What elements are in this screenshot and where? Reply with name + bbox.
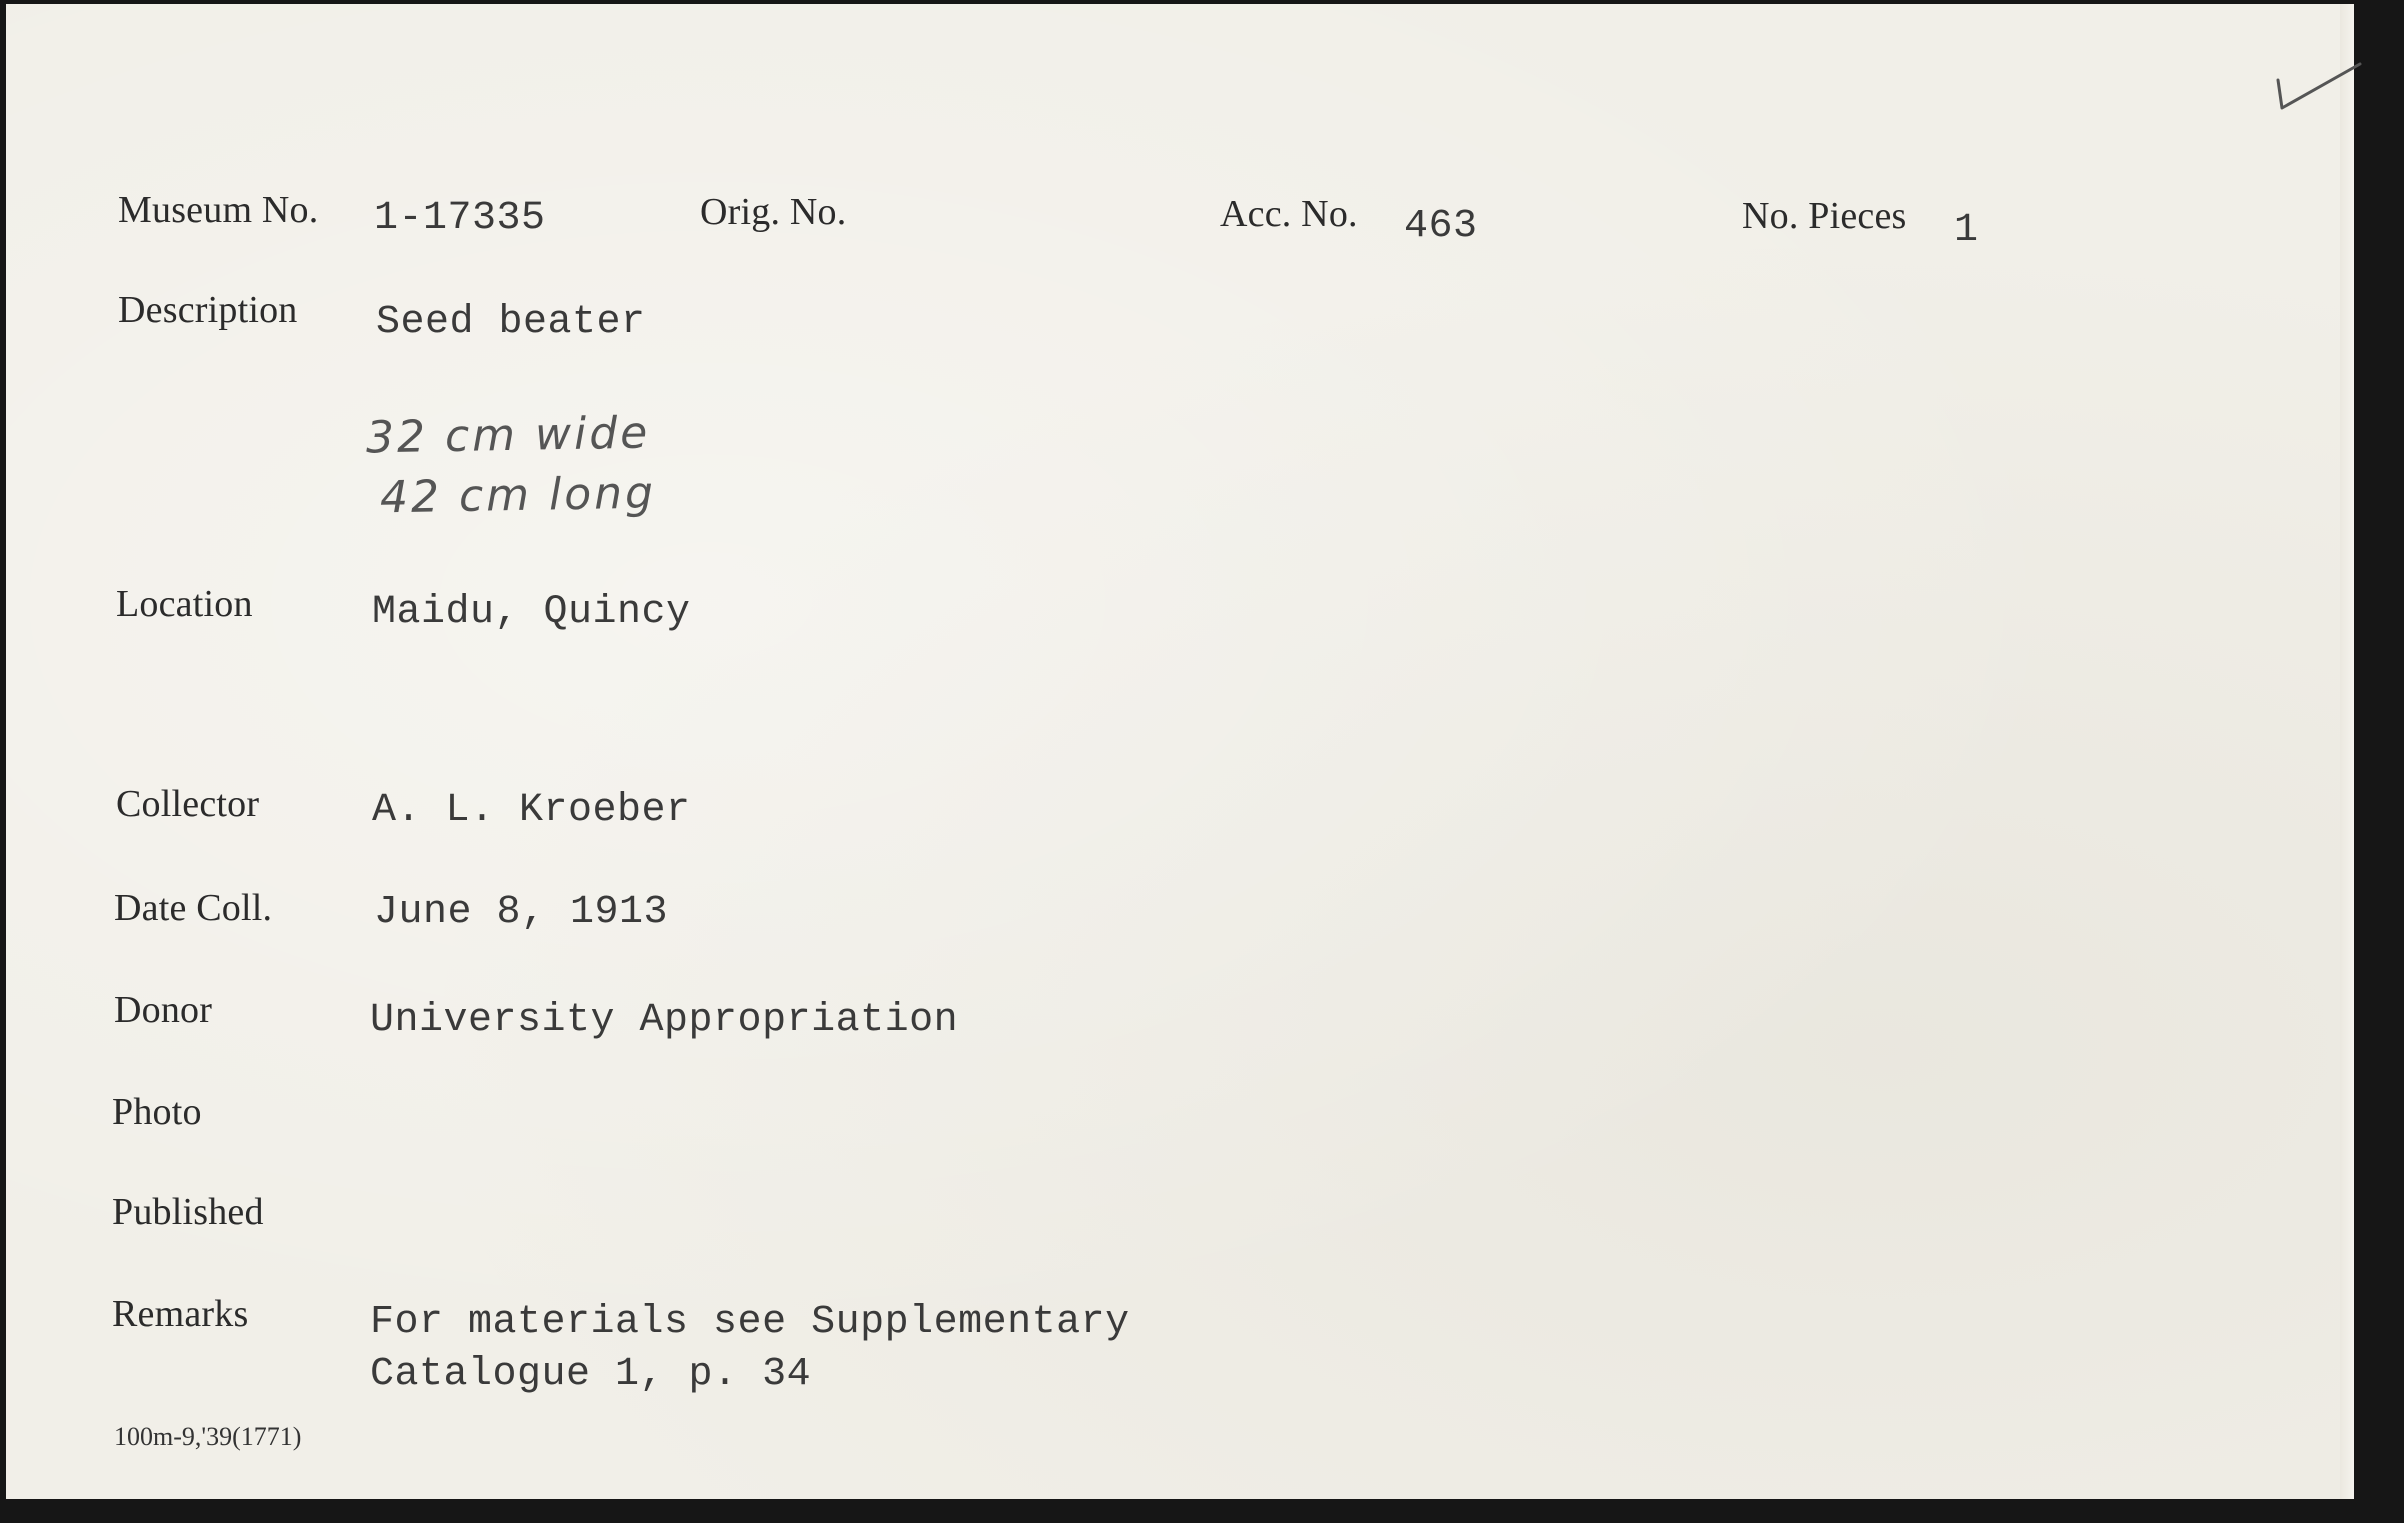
museum-no-value: 1-17335 xyxy=(374,196,546,241)
catalog-card xyxy=(6,4,2354,1499)
museum-no-label: Museum No. xyxy=(118,189,319,231)
remarks-label: Remarks xyxy=(112,1293,249,1335)
description-label: Description xyxy=(118,289,298,331)
form-code: 100m-9,'39(1771) xyxy=(114,1422,302,1451)
donor-label: Donor xyxy=(114,989,213,1031)
no-pieces-value: 1 xyxy=(1954,208,1979,253)
collector-label: Collector xyxy=(116,783,260,825)
check-mark-icon xyxy=(2270,60,2370,120)
acc-no-value: 463 xyxy=(1404,204,1478,249)
donor-value: University Appropriation xyxy=(370,998,959,1043)
card-edge xyxy=(2340,4,2354,1499)
acc-no-label: Acc. No. xyxy=(1220,193,1358,235)
description-value: Seed beater xyxy=(376,300,646,345)
published-label: Published xyxy=(112,1191,264,1233)
remarks-line-2: Catalogue 1, p. 34 xyxy=(370,1352,812,1397)
date-coll-label: Date Coll. xyxy=(114,887,273,929)
date-coll-value: June 8, 1913 xyxy=(374,890,669,935)
handwritten-measure-length: 42 cm long xyxy=(379,467,657,524)
location-value: Maidu, Quincy xyxy=(372,590,691,635)
handwritten-measure-width: 32 cm wide xyxy=(365,407,651,464)
orig-no-label: Orig. No. xyxy=(700,191,847,233)
remarks-line-1: For materials see Supplementary xyxy=(370,1300,1130,1345)
no-pieces-label: No. Pieces xyxy=(1742,195,1907,237)
location-label: Location xyxy=(116,583,253,625)
photo-label: Photo xyxy=(112,1091,202,1133)
collector-value: A. L. Kroeber xyxy=(372,788,691,833)
